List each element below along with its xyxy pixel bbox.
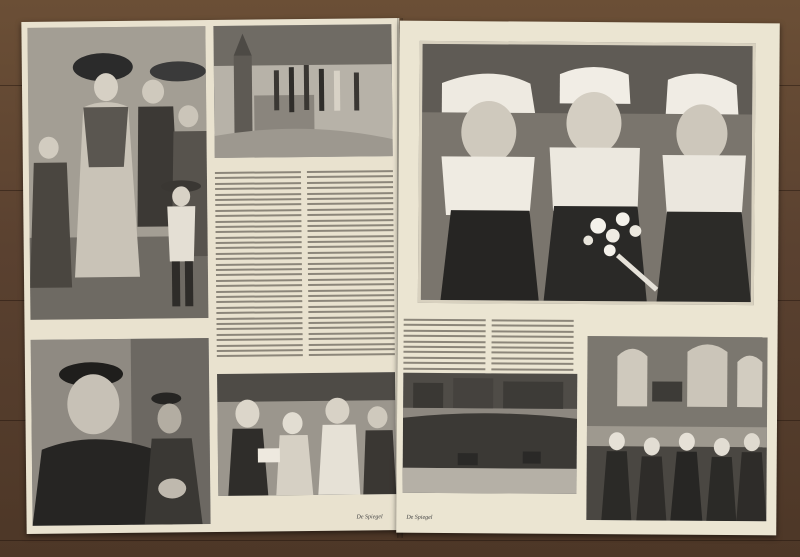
caption-girls-bouquet bbox=[422, 307, 752, 309]
magazine-left-page bbox=[21, 18, 404, 534]
photo-church-model bbox=[213, 24, 392, 158]
magazine-right-page bbox=[396, 21, 780, 536]
caption-market-square bbox=[404, 495, 576, 496]
article-text-column bbox=[215, 171, 303, 361]
photo-old-man bbox=[31, 338, 211, 526]
photo-crowd-dancers bbox=[217, 372, 396, 496]
photo-girls-bouquet bbox=[418, 41, 756, 305]
photo-market-square bbox=[402, 373, 577, 494]
article-text-column bbox=[491, 319, 573, 379]
caption-guild-hall bbox=[588, 322, 764, 323]
photo-market-women bbox=[27, 26, 208, 320]
article-text-column bbox=[307, 170, 395, 360]
masthead-right: De Spiegel bbox=[406, 514, 433, 521]
photo-guild-hall bbox=[586, 336, 767, 521]
masthead-left: De Spiegel bbox=[356, 514, 383, 521]
caption-market-women bbox=[32, 320, 208, 322]
article-text-column bbox=[403, 319, 485, 379]
caption-church-model bbox=[217, 158, 393, 160]
caption-crowd-dancers bbox=[220, 498, 396, 500]
